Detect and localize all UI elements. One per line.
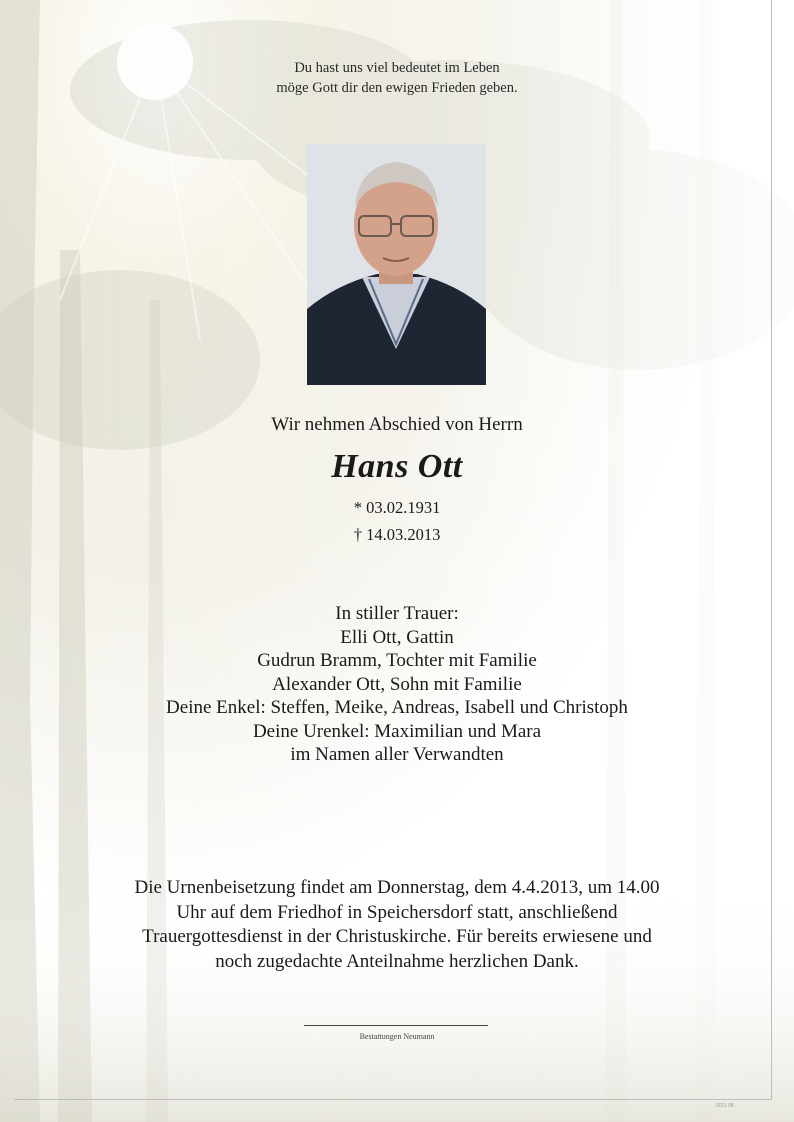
life-dates xyxy=(0,494,794,548)
mourners-list xyxy=(0,602,794,767)
birth-date: * 03.02.1931 xyxy=(353,498,441,517)
notice-line: Trauergottesdienst in der Christuskirche. Für bereits erwiesene und xyxy=(142,926,652,947)
portrait-photo xyxy=(307,144,486,385)
mourner-line: Deine Enkel: Steffen, Meike, Andreas, Isabell und Christoph xyxy=(166,697,628,718)
mourner-line: In stiller Trauer: xyxy=(335,603,459,624)
notice-line: noch zugedachte Anteilnahme herzlichen Dank. xyxy=(215,950,579,972)
mourner-line: im Namen aller Verwandten xyxy=(290,744,504,765)
funeral-notice xyxy=(0,876,794,974)
undertaker-signature: Bestattungen Neumann xyxy=(359,1032,435,1041)
mourner-line: Elli Ott, Gattin xyxy=(340,626,454,648)
print-code: 0011 08 xyxy=(716,1103,734,1109)
intro-text: Wir nehmen Abschied von Herrn xyxy=(271,414,523,435)
verse xyxy=(0,58,794,98)
death-date: † 14.03.2013 xyxy=(353,525,441,544)
deceased-name: Hans Ott xyxy=(331,448,463,485)
verse-line: Du hast uns viel bedeutet im Leben xyxy=(294,60,500,76)
signature-line xyxy=(304,1025,488,1026)
portrait-illustration xyxy=(307,144,486,385)
verse-line: möge Gott dir den ewigen Frieden geben. xyxy=(276,80,518,96)
notice-line: Die Urnenbeisetzung findet am Donnerstag, dem 4.4.2013, um 14.00 xyxy=(134,877,660,898)
mourner-line: Alexander Ott, Sohn mit Familie xyxy=(272,673,522,695)
mourner-line: Deine Urenkel: Maximilian und Mara xyxy=(252,720,542,742)
mourner-line: Gudrun Bramm, Tochter mit Familie xyxy=(257,650,537,671)
notice-line: Uhr auf dem Friedhof in Speichersdorf statt, anschließend xyxy=(176,901,618,923)
